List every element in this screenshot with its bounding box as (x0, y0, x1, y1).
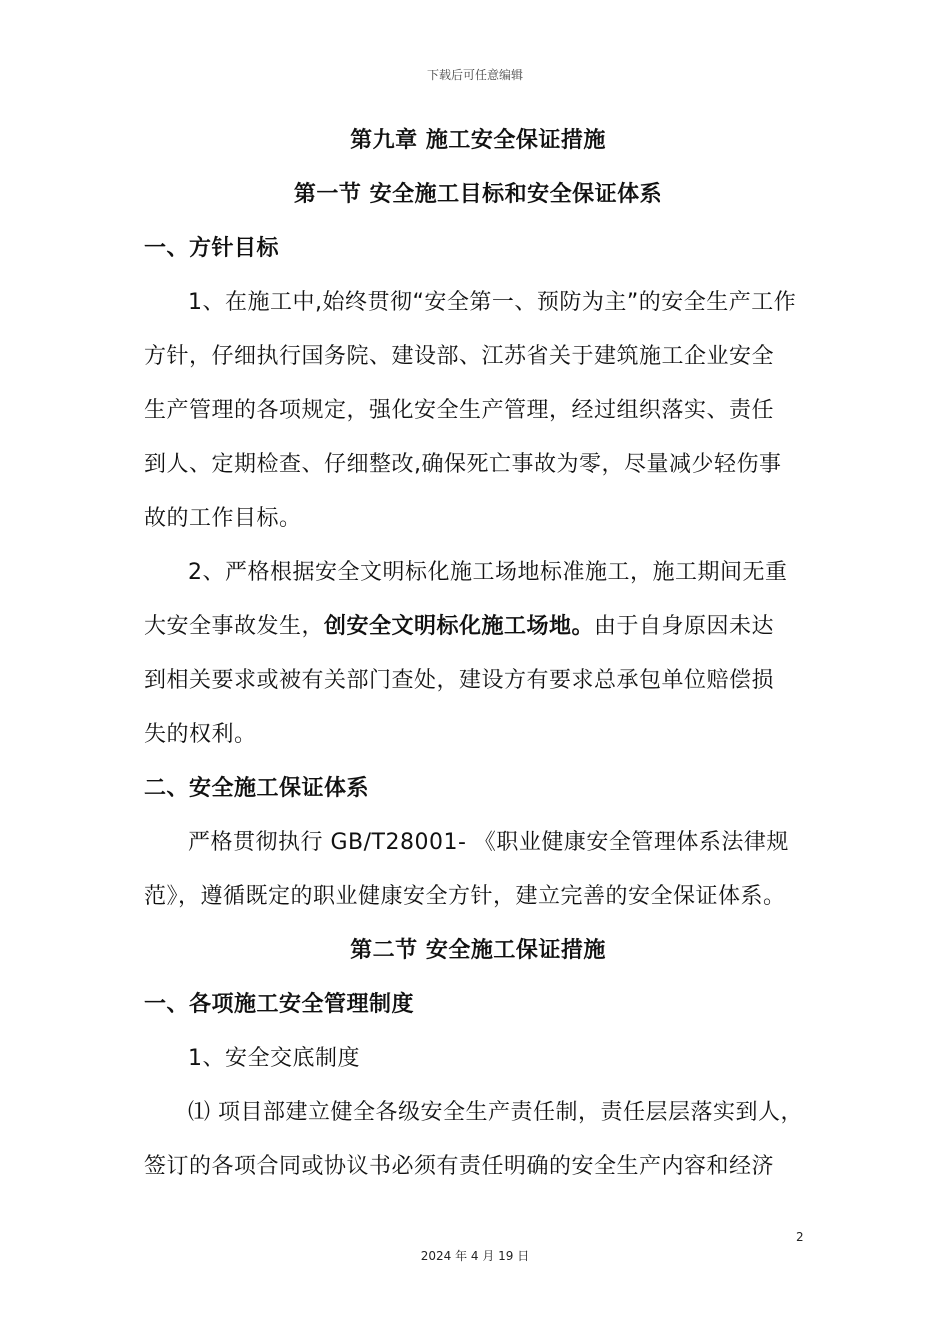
chapter-title: 第九章 施工安全保证措施 (350, 128, 606, 153)
paragraph-line: 到人、定期检查、仔细整改,确保死亡事故为零，尽量减少轻伤事 (144, 452, 782, 477)
paragraph-line: 生产管理的各项规定，强化安全生产管理，经过组织落实、责任 (144, 398, 775, 423)
paragraph-line-mixed (144, 604, 812, 650)
header-note: 下载后可任意编辑 (426, 68, 523, 82)
paragraph-text: 大安全事故发生， (144, 614, 325, 639)
paragraph-line: 到相关要求或被有关部门查处，建设方有要求总承包单位赔偿损 (144, 668, 775, 693)
section-title-1: 第一节 安全施工目标和安全保证体系 (293, 182, 663, 207)
paragraph-line: 失的权利。 (144, 722, 257, 747)
paragraph-line: 方针，仔细执行国务院、建设部、江苏省关于建筑施工企业安全 (144, 344, 775, 369)
paragraph-line: 严格贯彻执行 GB/T28001- 《职业健康安全管理体系法律规 (188, 830, 789, 855)
paragraph-line: 范》，遵循既定的职业健康安全方针，建立完善的安全保证体系。 (144, 884, 786, 909)
paragraph-line: 故的工作目标。 (144, 506, 302, 531)
paragraph-line: 1、安全交底制度 (188, 1046, 360, 1071)
section-title-2: 第二节 安全施工保证措施 (350, 938, 606, 963)
paragraph-text: 由于自身原因未达 (594, 614, 775, 639)
heading-policy-goals: 一、方针目标 (144, 236, 280, 261)
paragraph-line: 1、在施工中,始终贯彻“安全第一、预防为主”的安全生产工作 (188, 290, 797, 315)
paragraph-line: 签订的各项合同或协议书必须有责任明确的安全生产内容和经济 (144, 1154, 775, 1179)
paragraph-line: ⑴ 项目部建立健全各级安全生产责任制，责任层层落实到人， (188, 1100, 803, 1125)
heading-management-rules: 一、各项施工安全管理制度 (144, 992, 415, 1017)
page-number: 2 (796, 1230, 804, 1244)
paragraph-line: 2、严格根据安全文明标化施工场地标准施工，施工期间无重 (188, 560, 788, 585)
bold-emphasis: 创安全文明标化施工场地。 (324, 614, 595, 639)
footer-date: 2024 年 4 月 19 日 (420, 1249, 530, 1263)
heading-safety-system: 二、安全施工保证体系 (144, 776, 370, 801)
